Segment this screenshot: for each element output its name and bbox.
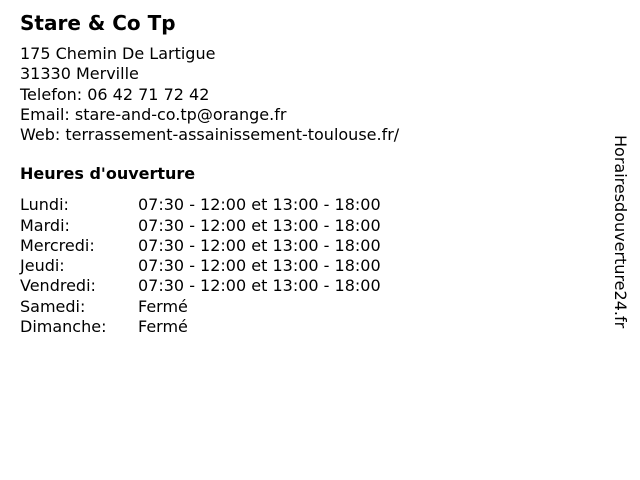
day-label: Dimanche:: [20, 316, 107, 336]
time-value: 07:30 - 12:00 et 13:00 - 18:00: [138, 235, 381, 255]
day-label: Lundi:: [20, 195, 69, 215]
time-value: 07:30 - 12:00 et 13:00 - 18:00: [138, 256, 381, 276]
day-label: Vendredi:: [20, 276, 96, 296]
day-label: Mercredi:: [20, 235, 95, 255]
time-value: Fermé: [138, 316, 188, 336]
time-value: Fermé: [138, 296, 188, 316]
brand-watermark: Horairesdouverture24.fr: [611, 135, 630, 329]
hours-row-saturday: [20, 297, 600, 317]
day-label: Mardi:: [20, 215, 70, 235]
time-value: 07:30 - 12:00 et 13:00 - 18:00: [138, 195, 381, 215]
hours-table: [20, 195, 600, 336]
phone-number: Telefon: 06 42 71 72 42: [20, 84, 210, 104]
day-label: Samedi:: [20, 296, 86, 316]
time-value: 07:30 - 12:00 et 13:00 - 18:00: [138, 276, 381, 296]
business-card: [20, 10, 600, 337]
hours-row-thursday: [20, 256, 600, 276]
website: Web: terrassement-assainissement-toulouse.fr/: [20, 125, 400, 145]
email-address: Email: stare-and-co.tp@orange.fr: [20, 104, 287, 124]
hours-heading: Heures d'ouverture: [20, 164, 196, 184]
hours-row-sunday: [20, 317, 600, 337]
address-street: 175 Chemin De Lartigue: [20, 44, 216, 63]
hours-row-tuesday: [20, 216, 600, 236]
day-label: Jeudi:: [20, 256, 65, 276]
hours-row-monday: [20, 195, 600, 215]
time-value: 07:30 - 12:00 et 13:00 - 18:00: [138, 215, 381, 235]
address-city: 31330 Merville: [20, 64, 139, 84]
hours-row-wednesday: [20, 236, 600, 256]
hours-row-friday: [20, 276, 600, 296]
business-name: Stare & Co Tp: [20, 11, 176, 35]
